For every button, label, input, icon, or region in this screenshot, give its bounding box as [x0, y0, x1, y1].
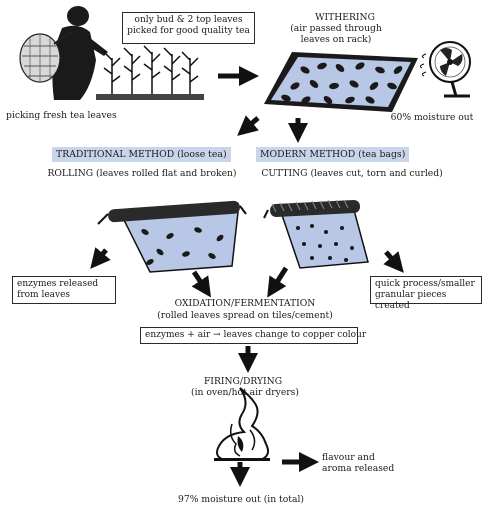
bud-note-box: only bud & 2 top leaves picked for good quality tea: [122, 12, 255, 44]
firing-detail: (in oven/hot air dryers): [191, 387, 299, 398]
cutting-label: CUTTING (leaves cut, torn and curled): [261, 168, 443, 179]
quick-process-box: quick process/smaller granular pieces created: [370, 276, 482, 304]
traditional-method-label: TRADITIONAL METHOD (loose tea): [52, 147, 231, 162]
picking-caption: picking fresh tea leaves: [6, 110, 117, 121]
rolling-label: ROLLING (leaves rolled flat and broken): [47, 168, 237, 179]
withering-detail: (air passed through leaves on rack): [290, 23, 382, 45]
moisture-97-label: 97% moisture out (in total): [178, 494, 304, 505]
moisture-60-label: 60% moisture out: [390, 112, 474, 123]
oxidation-title: OXIDATION/FERMENTATION: [174, 298, 316, 309]
fire-icon: [214, 388, 270, 461]
tea-plants-icon: [96, 46, 204, 100]
oxidation-detail: (rolled leaves spread on tiles/cement): [157, 310, 333, 321]
withering-title: WITHERING: [315, 12, 375, 23]
cutting-machine-icon: [264, 200, 368, 268]
enzymes-released-box: enzymes released from leaves: [12, 276, 116, 304]
withering-rack-icon: [264, 52, 418, 112]
enzymes-air-box: enzymes + air → leaves change to copper colour: [140, 327, 358, 344]
electric-fan-icon: [420, 42, 470, 96]
firing-title: FIRING/DRYING: [203, 376, 283, 387]
flavour-label: flavour and aroma released: [322, 452, 395, 474]
rolling-machine-icon: [98, 200, 246, 272]
tea-picker-illustration: [20, 6, 108, 100]
modern-method-label: MODERN METHOD (tea bags): [256, 147, 409, 162]
